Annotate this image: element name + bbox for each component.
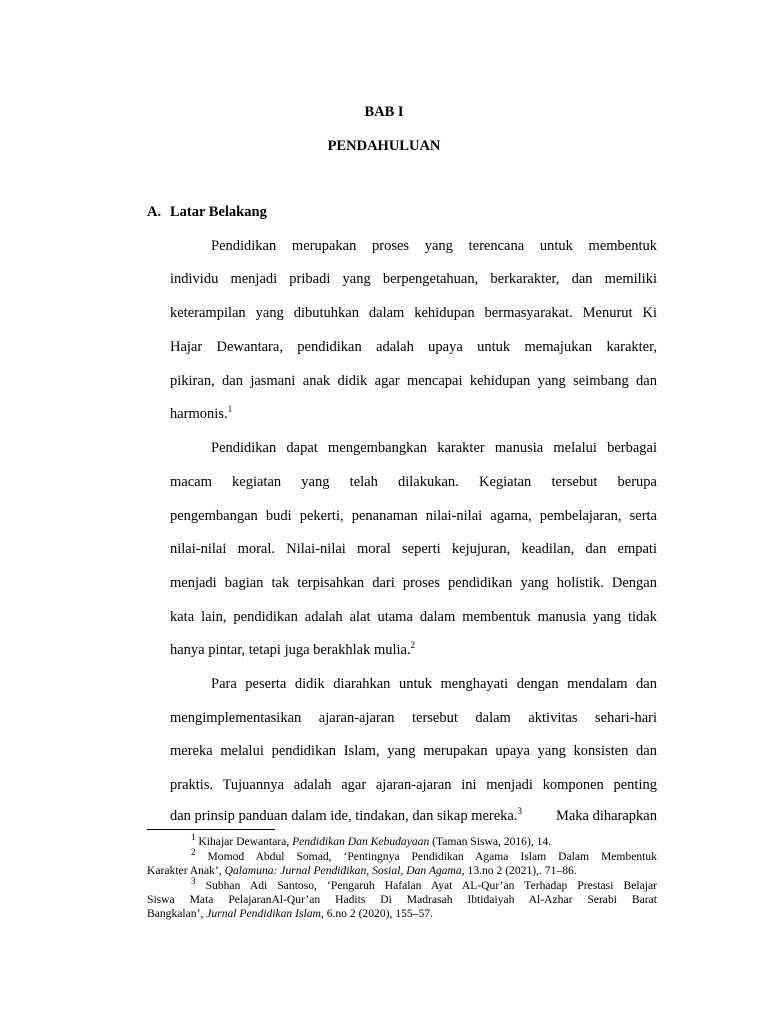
footnote-2-cont: [147, 864, 657, 878]
body-line: macam kegiatan yang telah dilakukan. Kegiatan tersebut berupa: [170, 474, 657, 490]
chapter-title: PENDAHULUAN: [327, 138, 441, 154]
body-line: kata lain, pendidikan adalah alat utama dalam membentuk manusia yang tidak: [170, 609, 657, 625]
chapter-heading: BAB I: [364, 104, 404, 120]
body-text: harmonis.: [170, 406, 228, 422]
body-line: menjadi bagian tak terpisahkan dari proses pendidikan yang holistik. Dengan: [170, 575, 657, 591]
body-text-with-ref: [170, 808, 522, 825]
body-line: Hajar Dewantara, pendidikan adalah upaya untuk memajukan karakter,: [170, 339, 657, 355]
footnote-title: Pendidikan Dan Kebudayaan: [292, 835, 430, 848]
body-line: Para peserta didik diarahkan untuk menghayati dengan mendalam dan: [211, 676, 657, 692]
body-line: mereka melalui pendidikan Islam, yang merupakan upaya yang konsisten dan: [170, 743, 657, 759]
footnote-text: Karakter Anak’,: [147, 864, 225, 877]
body-line: individu menjadi pribadi yang berpengetahuan, berkarakter, dan memiliki: [170, 271, 657, 287]
footnote-3-cont: [147, 907, 657, 921]
body-line: keterampilan yang dibutuhkan dalam kehidupan bermasyarakat. Menurut Ki: [170, 305, 657, 321]
footnote-number: 1: [191, 832, 196, 843]
body-text: dan prinsip panduan dalam ide, tindakan, dan sikap mereka.: [170, 808, 518, 824]
section-title: Latar Belakang: [170, 204, 267, 220]
footnote-ref: 3: [517, 806, 522, 817]
body-line-last: [170, 642, 657, 659]
section-number: A.: [147, 204, 162, 220]
footnote-title: Jurnal Pendidikan Islam: [206, 907, 321, 920]
body-line: praktis. Tujuannya adalah agar ajaran-ajaran ini menjadi komponen penting: [170, 777, 657, 793]
footnote-text: Kihajar Dewantara,: [198, 835, 293, 848]
body-line: nilai-nilai moral. Nilai-nilai moral seperti kejujuran, keadilan, dan empati: [170, 541, 657, 557]
footnote-3-cont: Siswa Mata PelajaranAl-Qur’an Hadits Di Madrasah Ibtidaiyah Al-Azhar Serabi Barat: [147, 893, 657, 906]
footnote-separator: [147, 829, 275, 830]
body-line-last: [170, 406, 657, 423]
footnote-2: [191, 847, 658, 864]
footnote-1: [191, 832, 657, 849]
footnote-ref: 2: [410, 640, 416, 651]
footnote-text: Momod Abdul Somad, ‘Pentingnya Pendidikan Agama Islam Dalam Membentuk: [207, 850, 658, 863]
body-line: mengimplementasikan ajaran-ajaran tersebut dalam aktivitas sehari-hari: [170, 710, 657, 726]
footnote-ref: 1: [227, 404, 233, 415]
body-line: [170, 808, 657, 825]
footnote-text: (Taman Siswa, 2016), 14.: [429, 835, 552, 848]
footnote-text: Subhan Adi Santoso, ‘Pengaruh Hafalan Ayat AL-Qur’an Terhadap Prestasi Belajar: [205, 879, 657, 892]
body-line: Pendidikan merupakan proses yang terencana untuk membentuk: [211, 238, 657, 254]
footnote-text: , 6.no 2 (2020), 155–57.: [320, 907, 433, 920]
footnote-text: , 13.no 2 (2021),. 71–86.: [461, 864, 577, 877]
section-heading: [147, 204, 267, 221]
body-text: Maka diharapkan: [555, 808, 657, 824]
footnote-number: 2: [191, 847, 196, 858]
footnote-3: [191, 876, 657, 893]
footnote-number: 3: [191, 876, 196, 887]
body-line: pengembangan budi pekerti, penanaman nilai-nilai agama, pembelajaran, serta: [170, 508, 657, 524]
footnote-text: Bangkalan’,: [147, 907, 207, 920]
body-line: pikiran, dan jasmani anak didik agar mencapai kehidupan yang seimbang dan: [170, 373, 657, 389]
body-line: Pendidikan dapat mengembangkan karakter manusia melalui berbagai: [211, 440, 657, 456]
body-text: hanya pintar, tetapi juga berakhlak mulia.: [170, 642, 411, 658]
footnote-title: Qalamuna: Jurnal Pendidikan, Sosial, Dan Agama: [224, 864, 462, 877]
